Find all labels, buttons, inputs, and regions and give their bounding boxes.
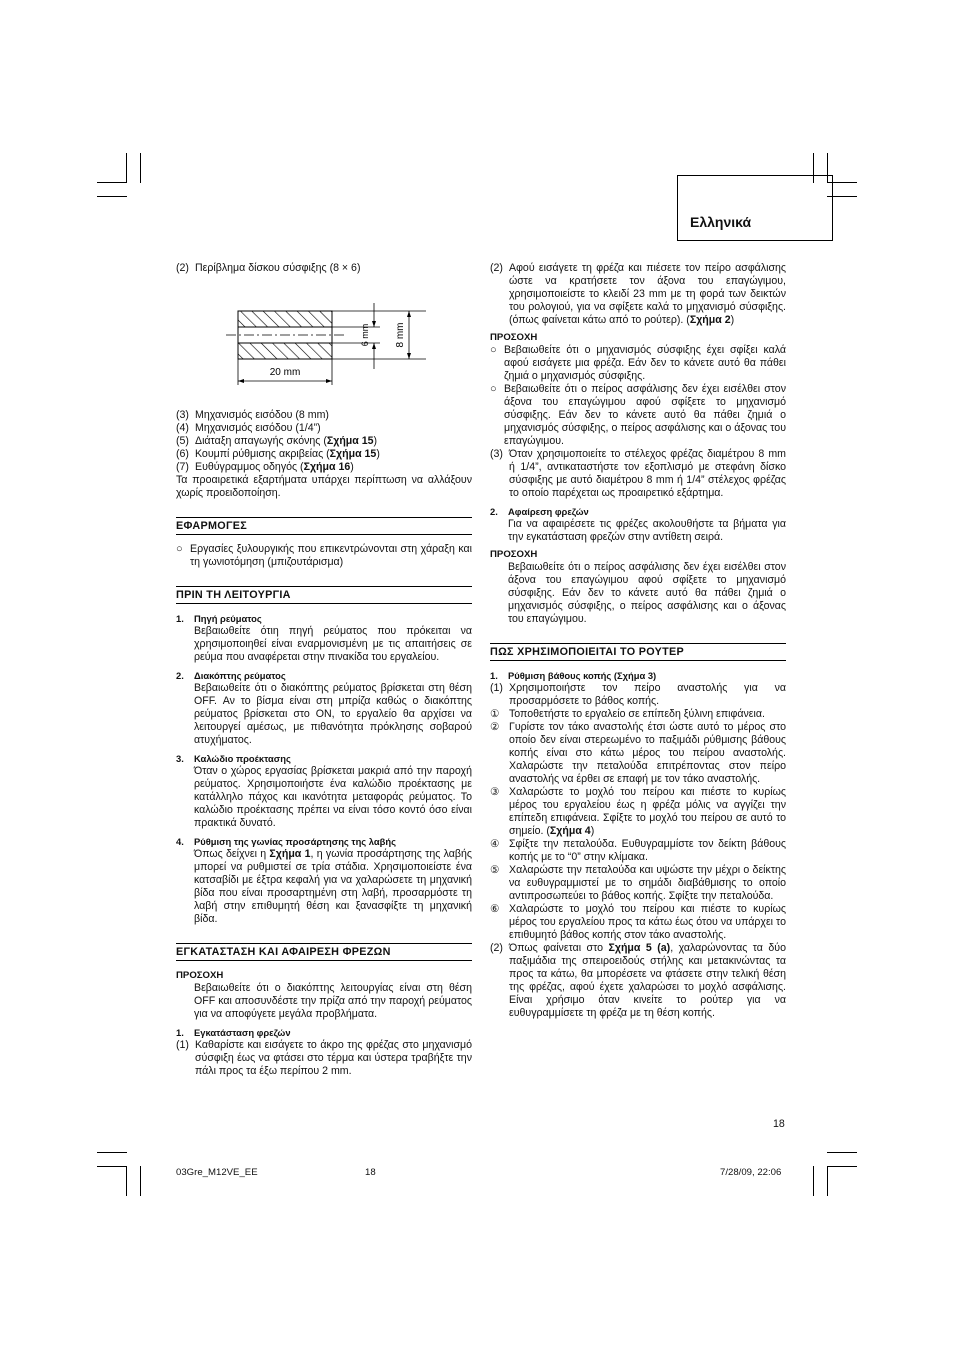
list-item: (3) Όταν χρησιμοποιείτε το στέλεχος φρέζας διαμέτρου 8 mm ή 1/4”, αντικαταστήστε τον εξοπλισμό με στεφάνη δίσκο σύσφιξης με αυτό διαμέτρου 8 mm ή 1/4” στέλεχος φρέζας το οποίο παρέχεται ως προαιρετικό εξάρτημα. [490, 448, 786, 499]
paragraph: Όπως δείχνει η Σχήμα 1, η γωνία προσάρτησης της λαβής μπορεί να ρυθμιστεί σε τρία στάδια. Χρησιμοποιείστε ένα κατσαβίδι με έξτρα κεφαλή για να χαλαρώσετε τη μηχανική βίδα που είναι προσαρτημένη στη λαβή, προσαρμόστε τη λαβή στην επιθυμητή θέση και ξανασφίξτε τη μηχανική βίδα. [194, 848, 472, 925]
page-number: 18 [773, 1118, 785, 1130]
crop-mark [827, 1166, 857, 1167]
list-item: (2) Όπως φαίνεται στο Σχήμα 5 (a), χαλαρώνοντας τα δύο παξιμάδια της σπειροειδούς στήλης και μετακινώντας τα προς τα κάτω, θα μπορέσετε να φτάσετε στην τελική θέση της φρέζας, αφού έχετε χαλαρώσει το μοχλό ασφάλισης. Είναι χρήσιμο όταν κινείτε το ρούτερ για να ευθυγραμμίσετε τη φρέζα με τη θέση κοπής. [490, 942, 786, 1019]
list-item: ⑥ Χαλαρώστε το μοχλό του πείρου και πιέστε το κυρίως μέρος του εργαλείου προς τα κάτω έως ότου να υπάρχει το επιθυμητό βάθος κοπής στον τάκο αναστολής. [490, 903, 786, 941]
figure-ref: Σχήμα 1 [269, 848, 311, 860]
bullet-circle-icon: ○ [490, 383, 497, 395]
caution-label: ΠΡΟΣΟΧΗ [490, 332, 538, 343]
list-item: (1) Χρησιμοποιήστε τον πείρο αναστολής για να προσαρμόσετε το βάθος κοπής. [490, 682, 786, 707]
crop-mark [126, 1166, 127, 1196]
list-item: (6) Κουμπί ρύθμισης ακριβείας (Σχήμα 15) [176, 448, 380, 460]
list-item: (3) Μηχανισμός εισόδου (8 mm) [176, 409, 329, 421]
list-item: ③ Χαλαρώστε το μοχλό του πείρου και πιέστε το κυρίως μέρος του εργαλείου έως η φρέζα μόλις να αγγίζει την επίπεδη επιφάνεια. Σφίξτε το μοχλό του πείρου σε αυτό το σημείο. (Σχήμα 4) [490, 786, 786, 837]
accessories-note: Τα προαιρετικά εξαρτήματα υπάρχει περίπτωση να αλλάξουν χωρίς προειδοποίηση. [176, 474, 472, 499]
list-item: ① Τοποθετήστε το εργαλείο σε επίπεδη ξύλινη επιφάνεια. [490, 708, 765, 720]
subheading: 2. Διακόπτης ρεύματος [176, 670, 286, 681]
language-label: Ελληνικά [690, 214, 752, 230]
crop-mark [813, 1166, 814, 1196]
subheading: 1. Εγκατάσταση φρεζών [176, 1027, 291, 1038]
footer-file: 03Gre_M12VE_EE [176, 1167, 258, 1178]
inner-dimension-label: 6 mm [360, 323, 370, 347]
list-item: ○ Εργασίες ξυλουργικής που επικεντρώνονται στη χάραξη και τη γωνιοτόμηση (μπιζουτάρισμα) [176, 543, 472, 568]
footer-page: 18 [365, 1167, 376, 1178]
width-dimension-label: 20 mm [269, 367, 301, 378]
crop-mark [140, 153, 141, 183]
subheading: 2. Αφαίρεση φρεζών [490, 506, 589, 517]
paragraph: Για να αφαιρέσετε τις φρέζες ακολουθήστε τα βήματα για την εγκατάσταση φρεζών στην αντίθετη σειρά. [508, 518, 786, 543]
crop-mark [97, 1166, 127, 1167]
crop-mark [827, 1152, 857, 1153]
subheading: 4. Ρύθμιση της γωνίας προσάρτησης της λαβής [176, 836, 396, 847]
figure-ref: Σχήμα 16 [303, 461, 351, 473]
list-item: ② Γυρίστε τον τάκο αναστολής έτσι ώστε αυτό το μέρος στο οποίο δεν είναι στερεωμένο το παξιμάδι ρύθμισης βάθους κοπής είναι στο κάτω μέρος του πείρου αναστολής. Χαλαρώστε την πεταλούδα επιτρέποντας στον πείρο αναστολής να έρθει σε επαφή με τον τάκο αναστολής. [490, 721, 786, 785]
list-item: (2) Αφού εισάγετε τη φρέζα και πιέσετε τον πείρο ασφάλισης ώστε να κρατήσετε τον άξονα του επαγώγιμου, χρησιμοποιείστε το κλειδί 23 mm με τη φορά των δεικτών του ρολογιού, για να σφίξετε καλά το μηχανισμό σύσφιξης. (όπως φαίνεται κάτω από το ρούτερ). (Σχήμα 2) [490, 262, 786, 326]
paragraph: Βεβαιωθείτε ότι ο διακόπτης λειτουργίας είναι στη θέση OFF και αποσυνδέστε την πρίζα από την παροχή ρεύματος για να αποφύγετε μεγάλα προβλήματα. [194, 982, 472, 1020]
section-heading-how-to-use: ΠΩΣ ΧΡΗΣΙΜΟΠΟΙΕΙΤΑΙ ΤΟ ΡΟΥΤΕΡ [490, 643, 786, 661]
section-heading-install-bits: ΕΓΚΑΤΑΣΤΑΣΗ ΚΑΙ ΑΦΑΙΡΕΣΗ ΦΡΕΖΩΝ [176, 943, 472, 961]
figure-ref: Σχήμα 5 (a) [608, 942, 671, 954]
paragraph: Βεβαιωθείτε ότιη πηγή ρεύματος που πρόκειται να χρησιμοποιηθεί είναι εναρμονισμένη με τις απαιτήσεις σε ρεύμα που αναφέρεται στην πινακίδα του εργαλείου. [194, 625, 472, 663]
subheading: 1. Ρύθμιση βάθους κοπής (Σχήμα 3) [490, 670, 657, 681]
list-item: ④ Σφίξτε την πεταλούδα. Ευθυγραμμίστε τον δείκτη βάθους κοπής με το “0” στην κλίμακα. [490, 838, 786, 863]
crop-mark [97, 1152, 127, 1153]
figure-ref: Σχήμα 4 [549, 825, 591, 837]
footer-datetime: 7/28/09, 22:06 [720, 1167, 782, 1178]
outer-dimension-label: 8 mm [395, 322, 406, 348]
crop-mark [97, 196, 127, 197]
paragraph: Βεβαιωθείτε ότι ο διακόπτης ρεύματος βρίσκεται στη θέση OFF. Αν το βίσμα είναι στη μπρίζα καθώς ο διακόπτης ρεύματος βρίσκεται στο ON, το εργαλείο θα αρχίσει να λειτουργεί αμέσως, με πιθανότητα πρόκλησης σοβαρού ατυχήματος. [194, 682, 472, 746]
bullet-circle-icon: ○ [176, 543, 183, 555]
list-item: (7) Ευθύγραμμος οδηγός (Σχήμα 16) [176, 461, 354, 473]
crop-mark [97, 182, 127, 183]
language-tab [677, 175, 833, 241]
list-item: ⑤ Χαλαρώστε την πεταλούδα και υψώστε την μέχρι ο δείκτης να ευθυγραμμιστεί με το σημάδι διαβάθμισης το οποίο αντιπροσωπεύει το βάθος κοπής. Σφίξτε την πεταλούδα. [490, 864, 786, 902]
figure-ref: Σχήμα 15 [326, 435, 374, 447]
right-column [490, 262, 786, 1020]
list-item: (2) Περίβλημα δίσκου σύσφιξης (8 × 6) [176, 262, 361, 274]
paragraph: Βεβαιωθείτε ότι ο πείρος ασφάλισης δεν έχει εισέλθει στον άξονα του επαγώγιμου αφού σφίξετε το μηχανισμό σύσφιξης. Εάν δεν το κάνετε αυτό θα πάθει ζημιά ο μηχανισμός σύσφιξης, ο πείρος ασφάλισης και ο άξονας του επαγώγιμου. [508, 561, 786, 625]
paragraph: Όταν ο χώρος εργασίας βρίσκεται μακριά από την παροχή ρεύματος. Χρησιμοποιήστε ένα καλώδιο προέκτασης με κατάλληλο πάχος και ικανότητα μεταφοράς ρεύματος. Το καλώδιο προέκτασης πρέπει να είναι τόσο κοντό όσο είναι πρακτικά δυνατό. [194, 765, 472, 829]
clamp-disk-diagram [176, 281, 472, 407]
left-column [176, 262, 472, 1078]
figure-ref: Σχήμα 15 [329, 448, 377, 460]
caution-label: ΠΡΟΣΟΧΗ [176, 970, 224, 981]
list-item: ○ Βεβαιωθείτε ότι ο πείρος ασφάλισης δεν έχει εισέλθει στον άξονα του επαγώγιμου αφού σφίξετε το μηχανισμό σύσφιξης. Εάν δεν το κάνετε αυτό θα πάθει ζημιά ο μηχανισμός σύσφιξης, ο πείρος ασφάλισης και ο άξονας του επαγώγιμου. [490, 383, 786, 447]
list-item: (5) Διάταξη απαγωγής σκόνης (Σχήμα 15) [176, 435, 378, 447]
list-item: (1) Καθαρίστε και εισάγετε το άκρο της φρέζας στο μηχανισμό σύσφιξη έως να φτάσει στο τέρμα και ύστερα τραβήξτε την πάλι προς τα έξω περίπου 2 mm. [176, 1039, 472, 1077]
crop-mark [140, 1166, 141, 1196]
caution-label: ΠΡΟΣΟΧΗ [490, 549, 538, 560]
section-heading-before-operation: ΠΡΙΝ ΤΗ ΛΕΙΤΟΥΡΓΙΑ [176, 586, 472, 604]
crop-mark [126, 153, 127, 183]
bullet-circle-icon: ○ [490, 344, 497, 356]
list-item: (4) Μηχανισμός εισόδου (1/4”) [176, 422, 321, 434]
section-heading-applications: ΕΦΑΡΜΟΓΕΣ [176, 517, 472, 535]
subheading: 3. Καλώδιο προέκτασης [176, 753, 291, 764]
clamp-disk-figure [176, 281, 472, 407]
list-item: ○ Βεβαιωθείτε ότι ο μηχανισμός σύσφιξης έχει σφίξει καλά αφού εισάγετε μια φρέζα. Εάν δεν το κάνετε αυτό θα πάθει ζημιά ο μηχανισμός σύσφιξης. [490, 344, 786, 382]
subheading: 1. Πηγή ρεύματος [176, 613, 262, 624]
figure-ref: Σχήμα 2 [689, 314, 731, 326]
crop-mark [827, 1166, 828, 1196]
